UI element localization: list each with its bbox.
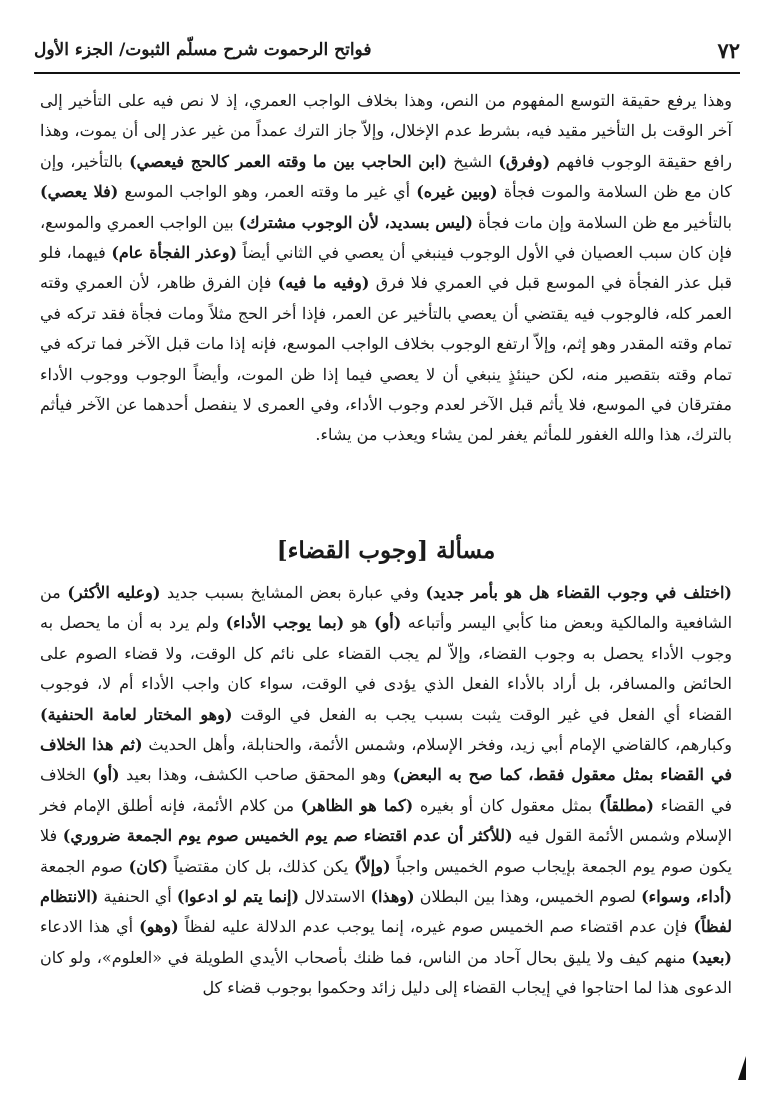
bold-quote-segment: (وهو المختار لعامة الحنفية): [40, 704, 233, 724]
section-heading-row: [40, 528, 732, 572]
text-segment: الخلاف في القضاء: [40, 765, 733, 815]
bold-quote-segment: (وفيه ما فيه): [277, 273, 370, 293]
bold-quote-segment: (مطلقاً): [598, 795, 654, 815]
bold-quote-segment: (وهو): [139, 917, 179, 937]
body-text-bottom: [40, 578, 732, 1004]
text-segment: ولم يرد به أن ما يحصل به وجوب الأداء يحصل به وجوب القضاء، وإلاّ لم يجب القضاء على نائم كل الوقت، ولا قضاء الصوم على الحائض والمسافر، بل أراد بالأداء الفعل الذي يؤدى في الوقت، سواء كان واجب الأداء أم لا، فوجوب القضاء أي الفعل في غير الوقت يثبت بسبب يجب به الفعل في الوقت: [40, 613, 733, 724]
bold-quote-segment: (ليس بسديد، لأن الوجوب مشترك): [238, 212, 473, 232]
bold-quote-segment: (بما يوجب الأداء): [225, 613, 345, 633]
text-segment: بالتأخير، وإن كان مع ظن السلامة والموت فجأة: [40, 151, 733, 202]
text-segment: وفي عبارة بعض المشايخ بسبب جديد: [160, 583, 426, 602]
text-segment: وكبارهم، كالقاضي الإمام أبي زيد، وفخر الإسلام، وشمس الأئمة، والحنابلة، وأهل الحديث: [142, 735, 732, 755]
body-text-top: [40, 86, 732, 451]
bold-quote-segment: (كما هو الظاهر): [300, 795, 414, 815]
bold-quote-segment: (الانتظام لفظاً): [40, 887, 733, 937]
page-header: [34, 28, 740, 74]
text-segment: من الشافعية والمالكية وبعض منا كأبي اليسر وأتباعه: [40, 583, 733, 633]
text-segment: من كلام الأئمة، فإنه أطلق الإمام فخر الإسلام وشمس الأئمة القول فيه: [40, 795, 732, 846]
text-segment: منهم كيف ولا يليق بحال آحاد من الناس، فما ظنك بأصحاب الأيدي الطويلة في «العلوم»، ولو كان الدعوى هذا لما احتاجوا في إيجاب القضاء إلى دليل زائد وحكموا بوجوب قضاء كل: [40, 947, 732, 998]
bold-quote-segment: (وفرق): [498, 151, 551, 171]
text-segment: لصوم الخميس، وهذا بين البطلان: [414, 887, 642, 907]
bold-quote-segment: (وإلاّ): [354, 856, 391, 876]
bold-quote-segment: (ثم هذا الخلاف في القضاء بمثل معقول فقط، كما صح به البعض): [40, 735, 732, 785]
bold-quote-segment: (للأكثر أن عدم اقتضاء صم يوم الخميس صوم يوم الجمعة ضروري): [62, 826, 513, 846]
bold-quote-segment: (أو): [92, 765, 120, 785]
bold-quote-segment: (كان): [128, 856, 169, 876]
text-segment: وهو المحقق صاحب الكشف، وهذا بعيد: [119, 765, 393, 785]
text-segment: بين الواجب العمري والموسع، فإن كان سبب العصيان في الأول الوجوب فينبغي أن يعصي في الثاني أيضاً: [40, 212, 733, 263]
text-segment: أي هذا الادعاء: [40, 917, 140, 937]
running-title: فواتح الرحموت شرح مسلّم الثبوت/ الجزء الأول: [34, 40, 372, 60]
bold-quote-segment: (بعيد): [691, 947, 732, 967]
bold-quote-segment: (فلا يعصي): [40, 182, 119, 202]
text-segment: فيهما، فلو قبل عذر الفجأة في الموسع قبل في العمري فلا فرق: [40, 243, 733, 293]
section-heading: مسألة [وجوب القضاء]: [276, 536, 496, 564]
text-segment: أي الحنفية: [98, 887, 177, 907]
text-segment: فإن الفرق ظاهر، لأن العمري وقته العمر كله، فالوجوب فيه يقتضي أن يعصي بالتأخير عن العمر، فإذا أخر الحج مثلاً ومات فجأة فقد تركه في تمام وقته المقدر وهو إثم، وإلاّ ارتفع الوجوب بخلاف الواجب الموسع، فإنه إذا مات قبل الآخر فما تركه في تمام وقته بتقصير منه، لكن حينئذٍ ينبغي أن لا يعصي فيما إذا ظن الموت، وأيضاً الوجوب ووجوب الأداء مفترقان في الموسع، فلا يأثم قبل الآخر لعدم وجوب الأداء، وفي العمرى لا ينفصل أحدهما عن الآخر فيأثم بالترك، هذا والله الغفور للمأثم يغفر لمن يشاء ويعذب من يشاء.: [40, 273, 732, 445]
text-segment: أي غير ما وقته العمر، وهو الواجب الموسع: [118, 182, 417, 202]
bold-quote-segment: (وبين غيره): [416, 182, 498, 202]
text-segment: صوم الجمعة: [40, 856, 129, 876]
text-segment: فإن عدم اقتضاء صم الخميس صوم غيره، إنما يوجب عدم الدلالة عليه لفظاً: [178, 917, 694, 937]
paragraph: [40, 86, 732, 451]
text-segment: بمثل معقول كان أو بغيره: [413, 795, 599, 815]
text-segment: يكن كذلك، بل كان مقتضياً: [168, 856, 355, 876]
bold-quote-segment: (إنما يتم لو ادعوا): [176, 887, 300, 907]
text-segment: هو: [344, 613, 374, 633]
paragraph: [40, 578, 732, 1004]
bold-quote-segment: (وهذا): [370, 887, 415, 907]
text-segment: وهذا يرفع حقيقة التوسع المفهوم من النص، وهذا بخلاف الواجب العمري، إذ لا نص فيه على التأخير إلى آخر الوقت بل التأخير مقيد فيه، بشرط عدم الإخلال، وإلاّ جاز الترك عمداً من غير عذر إلى أن يموت، وهذا رافع حقيقة الوجوب فافهم: [40, 91, 733, 171]
bold-quote-segment: (أداء، وسواء): [641, 887, 733, 907]
page-corner-mark: [738, 1056, 746, 1080]
page-number: ٧٢: [717, 37, 740, 63]
bold-quote-segment: (اختلف في وجوب القضاء هل هو بأمر جديد): [425, 583, 732, 602]
bold-quote-segment: (وعذر الفجأة عام): [111, 243, 238, 263]
text-segment: بالتأخير مع ظن السلامة وإن مات فجأة: [472, 212, 733, 232]
text-segment: فلا يكون صوم يوم الجمعة بإيجاب صوم الخميس واجباً: [40, 826, 732, 876]
bold-quote-segment: (أو): [373, 613, 402, 633]
bold-quote-segment: (ابن الحاجب بين ما وقته العمر كالحج فيعصي): [129, 151, 447, 171]
text-segment: الشيخ: [447, 151, 499, 171]
text-segment: الاستدلال: [299, 887, 371, 907]
bold-quote-segment: (وعليه الأكثر): [67, 583, 161, 602]
